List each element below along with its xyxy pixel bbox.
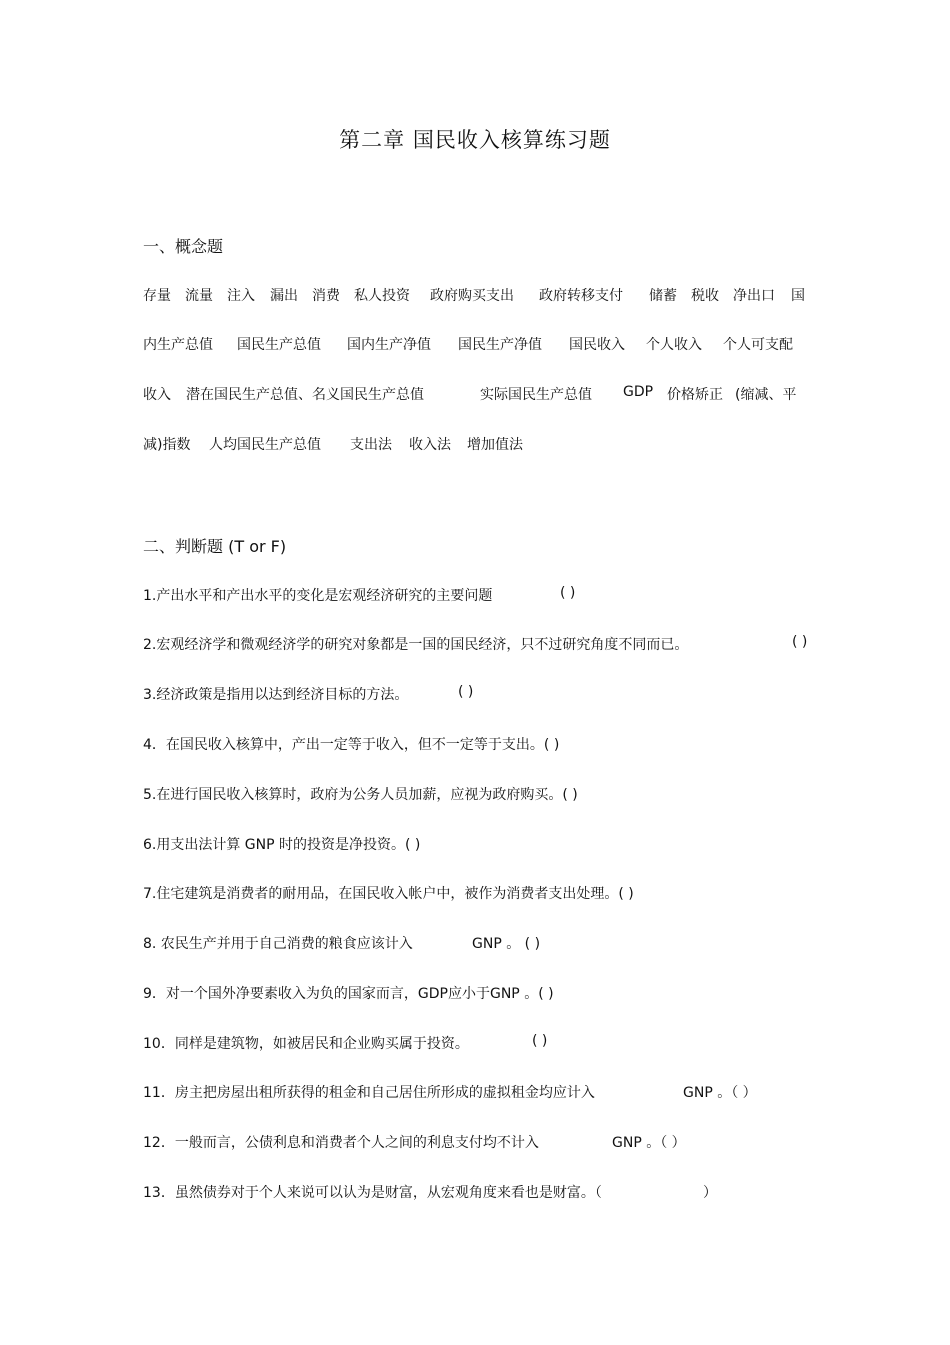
- concept-term: 增加值法: [467, 437, 523, 453]
- concept-term: 国: [791, 288, 805, 304]
- question-2: 2.宏观经济学和微观经济学的研究对象都是一国的国民经济，只不过研究角度不同而已。: [143, 637, 689, 653]
- concept-term: 人均国民生产总值: [209, 437, 321, 453]
- answer-blank-8: GNP 。 ( ): [472, 936, 541, 952]
- concept-term: 流量: [185, 288, 213, 304]
- concept-term: 减)指数: [143, 437, 191, 453]
- answer-blank-13: ）: [703, 1185, 717, 1201]
- question-12: 12．一般而言，公债利息和消费者个人之间的利息支付均不计入: [143, 1135, 539, 1151]
- concept-term: 政府购买支出: [430, 288, 514, 304]
- page-title: 第二章 国民收入核算练习题: [339, 128, 611, 152]
- concept-term: 国民生产净值: [458, 337, 542, 353]
- concept-term: 收入: [143, 387, 171, 403]
- concept-term: (缩减、平: [735, 387, 797, 403]
- concept-term: 私人投资: [354, 288, 410, 304]
- question-9: 9．对一个国外净要素收入为负的国家而言，GDP应小于GNP 。( ): [143, 986, 554, 1002]
- concept-term: 潜在国民生产总值、名义国民生产总值: [186, 387, 424, 403]
- concept-term: 个人收入: [646, 337, 702, 353]
- question-5: 5.在进行国民收入核算时，政府为公务人员加薪，应视为政府购买。( ): [143, 787, 578, 803]
- answer-blank-12: GNP 。（ ）: [612, 1135, 686, 1151]
- question-10: 10．同样是建筑物，如被居民和企业购买属于投资。: [143, 1036, 469, 1052]
- concept-term: 漏出: [270, 288, 298, 304]
- concept-term: GDP: [623, 384, 654, 400]
- concept-term: 国民收入: [569, 337, 625, 353]
- answer-blank-3: ( ): [458, 684, 474, 700]
- concept-term: 净出口: [733, 288, 775, 304]
- concept-term: 价格矫正: [667, 387, 723, 403]
- answer-blank-11: GNP 。（ ）: [683, 1085, 757, 1101]
- concept-term: 消费: [312, 288, 340, 304]
- concept-term: 内生产总值: [143, 337, 213, 353]
- question-3: 3.经济政策是指用以达到经济目标的方法。: [143, 687, 409, 703]
- concept-term: 国内生产净值: [347, 337, 431, 353]
- concept-term: 支出法: [350, 437, 392, 453]
- answer-blank-2: ( ): [792, 634, 808, 650]
- answer-blank-1: ( ): [560, 585, 576, 601]
- question-8: 8. 农民生产并用于自己消费的粮食应该计入: [143, 936, 413, 952]
- concept-term: 存量: [143, 288, 171, 304]
- concept-term: 个人可支配: [723, 337, 793, 353]
- question-1: 1.产出水平和产出水平的变化是宏观经济研究的主要问题: [143, 588, 493, 604]
- concept-term: 注入: [227, 288, 255, 304]
- concept-term: 实际国民生产总值: [480, 387, 592, 403]
- question-7: 7.住宅建筑是消费者的耐用品，在国民收入帐户中，被作为消费者支出处理。( ): [143, 886, 634, 902]
- question-11: 11．房主把房屋出租所获得的租金和自己居住所形成的虚拟租金均应计入: [143, 1085, 595, 1101]
- question-6: 6.用支出法计算 GNP 时的投资是净投资。( ): [143, 837, 421, 853]
- concept-term: 税收: [691, 288, 719, 304]
- concept-term: 储蓄: [649, 288, 677, 304]
- question-13: 13．虽然债券对于个人来说可以认为是财富，从宏观角度来看也是财富。（: [143, 1185, 602, 1201]
- concept-term: 收入法: [409, 437, 451, 453]
- question-4: 4．在国民收入核算中，产出一定等于收入，但不一定等于支出。( ): [143, 737, 560, 753]
- answer-blank-10: ( ): [532, 1033, 548, 1049]
- concept-term: 国民生产总值: [237, 337, 321, 353]
- section-1-heading: 一、概念题: [143, 237, 224, 256]
- section-2-heading: 二、判断题 (T or F): [143, 537, 287, 556]
- concept-term: 政府转移支付: [539, 288, 623, 304]
